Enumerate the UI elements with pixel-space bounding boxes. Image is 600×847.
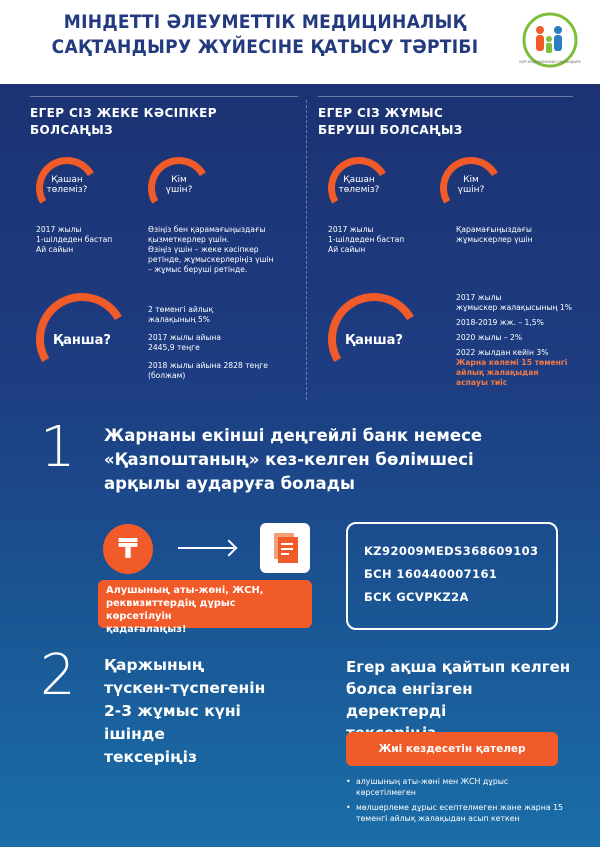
when-label: Қашан төлеміз? [338, 175, 380, 195]
step2-text: Қаржының түскен-түспегенін 2-3 жұмыс күні ішінде тексеріңіз [104, 656, 266, 766]
returned-money-text: Егер ақша қайтып келген болса енгізген деректерді [346, 658, 571, 720]
list-item: • алушының аты-жөні мен ЖСН дұрыс көрсетілмеген [346, 776, 566, 798]
logo-caption: ҚОР МЕДИЦИНАЛЫҚ САҚТАНДЫРУ [519, 60, 581, 64]
arrow-right-icon [178, 547, 234, 549]
how-much-label: Қанша? [53, 333, 111, 348]
who-text: Қарамағыңыздағы жұмыскерлер үшін [456, 225, 533, 244]
panel-heading: ЕГЕР СІЗ ЖҰМЫС БЕРУШІ БОЛСАҢЫЗ [318, 106, 463, 137]
header [0, 0, 600, 84]
common-errors-button[interactable]: Жиі кездесетін қателер [346, 732, 558, 766]
page-title: МІНДЕТТІ ӘЛЕУМЕТТІК МЕДИЦИНАЛЫҚ САҚТАНДЫРУ ЖҮЙЕСІНЕ ҚАТЫСУ ТӘРТІБІ [51, 11, 479, 58]
step1-text: Жарнаны екінші деңгейлі банк немесе «Қазпоштаның» кез-келген бөлімшесі арқылы аударуға болады [104, 426, 483, 493]
who-label: Кім үшін? [457, 175, 485, 195]
when-label: Қашан төлеміз? [46, 175, 88, 195]
iban-text: KZ92009MEDS368609103 [364, 544, 539, 558]
how-much-text: 2 төменгі айлық жалақының 5% 2017 жылы айына 2445,9 теңге 2018 жылы айына 2828 теңге (болжам) [148, 305, 268, 380]
warning-box: Алушының аты-жөні, ЖСН, реквизиттердің дұрыс көрсетілуін қадағалаңыз! [98, 580, 312, 628]
panel-divider [306, 100, 307, 400]
panel-heading: ЕГЕР СІЗ ЖЕКЕ КӘСІПКЕР БОЛСАҢЫЗ [30, 106, 217, 137]
bik-text: БСК GCVPKZ2A [364, 590, 469, 604]
who-text: Өзіңіз бен қарамағыңыздағы қызметкерлер үшін. Өзіңіз үшін – жеке кәсіпкер ретінде, жұмыскерлеріңіз үшін – жұмыс беруші ретінде. [148, 225, 274, 274]
list-item: • мөлшерлеме дұрыс есептелмеген және жарна 15 төменгі айлық жалақыдан асып кеткен [346, 802, 566, 824]
how-much-text: 2017 жылы жұмыскер жалақысының 1% 2018-2019 жж. – 1,5% 2020 жылы – 2% 2022 жылдан кейін 3% Жарна көлемі 15 төменгі айлық жалақыдан аспауы тиіс [456, 293, 572, 387]
when-text: 2017 жылы 1-шілдеден бастап Ай сайын [328, 225, 405, 254]
requisites-box [346, 522, 558, 630]
panel-entrepreneur [30, 96, 298, 408]
documents-icon [260, 523, 310, 573]
how-much-label: Қанша? [345, 333, 403, 348]
step-number-1: 1 [40, 415, 76, 480]
panel-employer [318, 96, 573, 408]
errors-list [346, 776, 566, 828]
step-number-2: 2 [40, 643, 76, 708]
tenge-bank-icon: ₸ [103, 524, 153, 574]
bin-text: БСН 160440007161 [364, 567, 498, 581]
limit-note: Жарна көлемі 15 төменгі айлық жалақыдан аспауы тиіс [456, 358, 568, 387]
who-label: Кім үшін? [165, 175, 193, 195]
when-text: 2017 жылы 1-шілдеден бастап Ай сайын [36, 225, 113, 254]
